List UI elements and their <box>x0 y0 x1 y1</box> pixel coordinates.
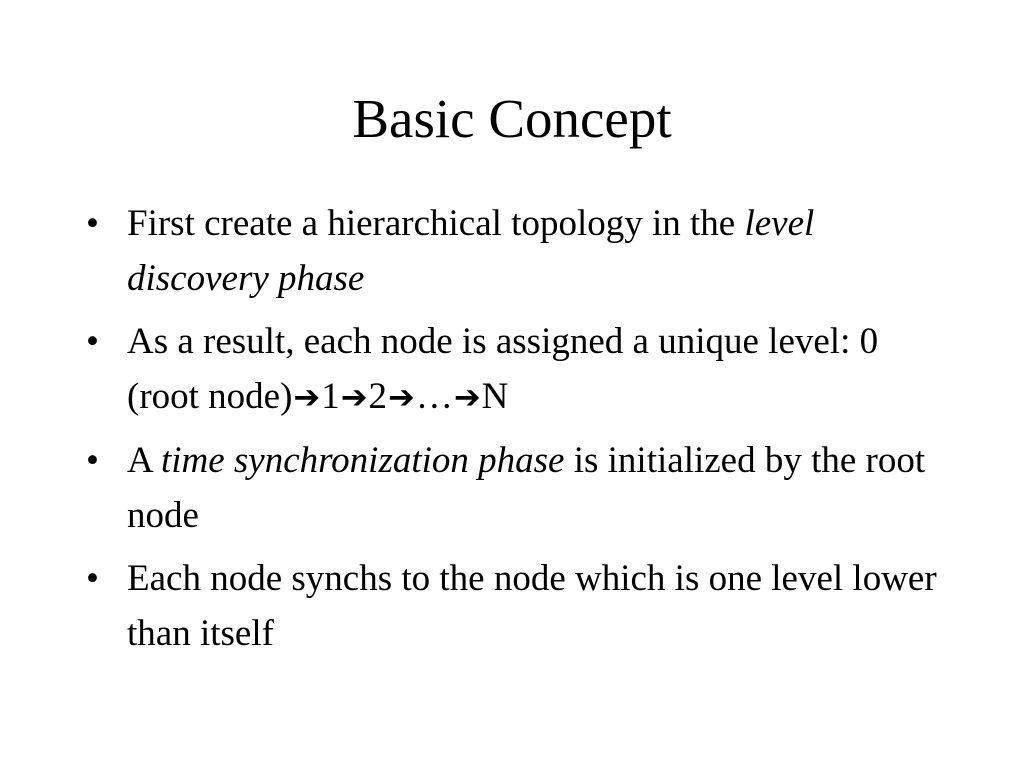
bullet-text-continued: is initialized by the root node <box>127 440 926 536</box>
bullet-emphasis: time synchronization phase <box>160 440 565 481</box>
level-value: N <box>481 376 509 417</box>
bullet-icon: • <box>86 203 99 244</box>
arrow-right-icon: ➔ <box>340 378 368 416</box>
arrow-right-icon: ➔ <box>388 378 415 416</box>
bullet-emphasis: level discovery phase <box>127 203 815 299</box>
bullet-icon: • <box>86 321 99 362</box>
bullet-icon: • <box>86 558 99 599</box>
bullet-text: First create a hierarchical topology in the <box>127 203 745 244</box>
bullet-icon: • <box>86 440 99 481</box>
bullet-item-hierarchical-topology <box>86 196 946 306</box>
bullet-text: As a result, each node is assigned a unique level: 0 (root node) <box>127 321 879 417</box>
arrow-right-icon: ➔ <box>293 378 321 416</box>
bullet-list <box>86 196 946 669</box>
level-value: 1 <box>321 376 340 417</box>
bullet-item-unique-level <box>86 314 946 425</box>
slide-title: Basic Concept <box>352 88 672 149</box>
level-value: 2 <box>368 376 388 417</box>
bullet-text: Each node synchs to the node which is one level lower than itself <box>127 558 937 654</box>
bullet-item-time-sync-phase <box>86 433 946 543</box>
bullet-text: A <box>127 440 161 481</box>
bullet-item-node-synch <box>86 551 946 661</box>
arrow-right-icon: ➔ <box>453 378 481 416</box>
ellipsis: … <box>415 376 453 417</box>
